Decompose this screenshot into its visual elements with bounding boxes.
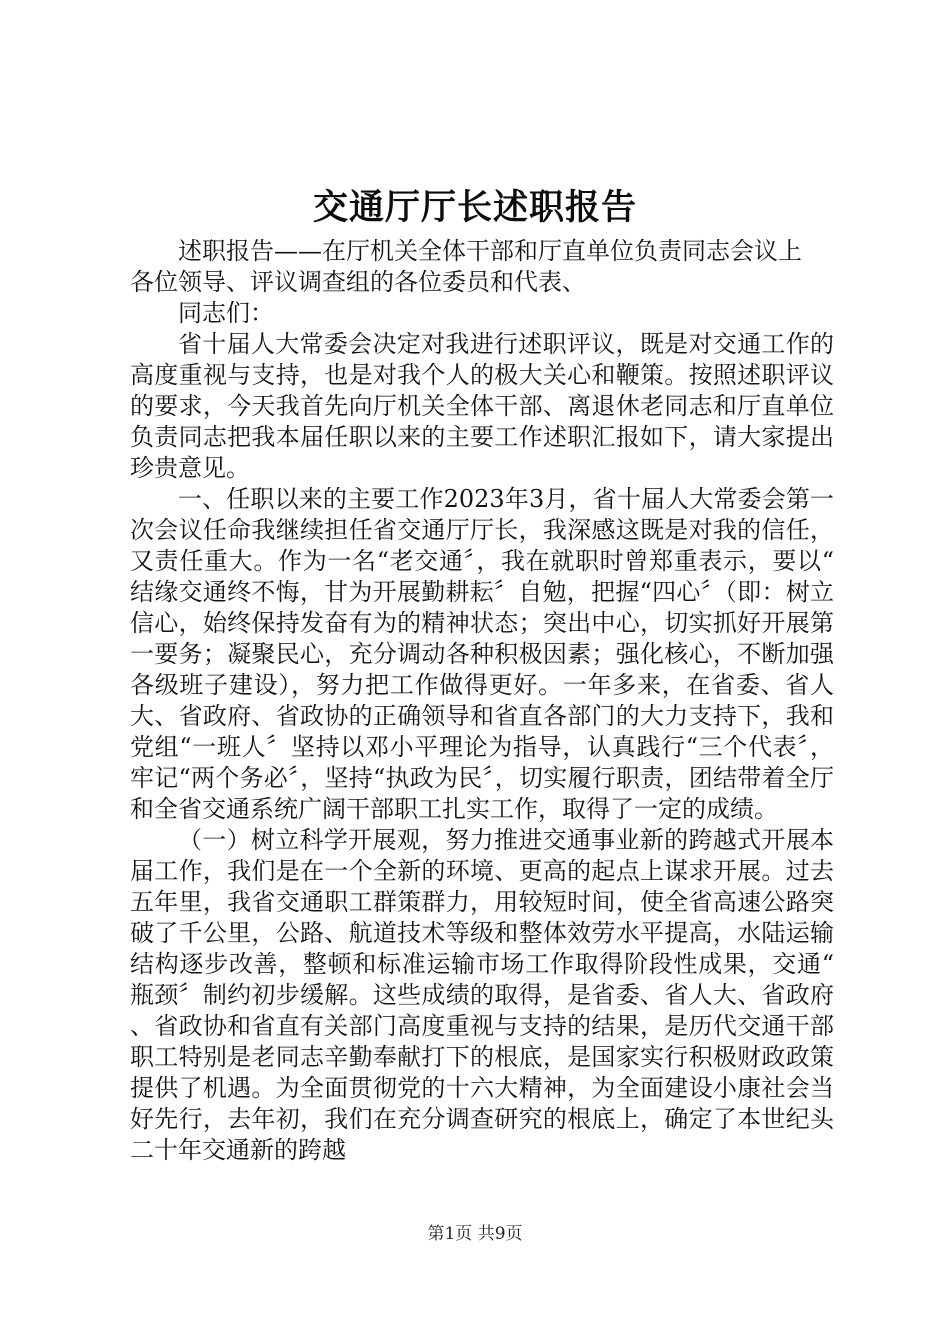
paragraph-introduction: 省十届人大常委会决定对我进行述职评议，既是对交通工作的高度重视与支持，也是对我个人的极大关心和鞭策。按照述职评议的要求，今天我首先向厅机关全体干部、离退休老同志和厅直单位负责同志把我本届任职以来的主要工作述职汇报如下，请大家提出珍贵意见。 [130,330,834,482]
page-number-footer: 第1页 共9页 [427,1224,523,1244]
paragraph-salutation-leaders: 各位领导、评议调查组的各位委员和代表、 [130,268,586,296]
paragraph-main-work: 一、任职以来的主要工作2023年3月，省十届人大常委会第一次会议任命我继续担任省交通厅厅长，我深感这既是对我的信任，又责任重大。作为一名“老交通〞，我在就职时曾郑重表示，要以“结缘交通终不悔，甘为开展勤耕耘〞自勉，把握“四心〞（即：树立信心，始终保持发奋有为的精神状态；突出中心，切实抓好开展第一要务；凝聚民心，充分调动各种积极因素；强化核心，不断加强各级班子建设），努力把工作做得更好。一年多来，在省委、省人大、省政府、省政协的正确领导和省直各部门的大力支持下，我和党组“一班人〞坚持以邓小平理论为指导，认真践行“三个代表〞，牢记“两个务必〞，坚持“执政为民〞，切实履行职责，团结带着全厅和全省交通系统广阔干部职工扎实工作，取得了一定的成绩。 [130,485,834,823]
document-title: 交通厅厅长述职报告 [312,187,637,228]
paragraph-heading-line: 述职报告——在厅机关全体干部和厅直单位负责同志会议上 [178,237,802,265]
paragraph-section-one: （一）树立科学开展观，努力推进交通事业新的跨越式开展本届工作，我们是在一个全新的环境、更高的起点上谋求开展。过去五年里，我省交通职工群策群力，用较短时间，使全省高速公路突破了千公里，公路、航道技术等级和整体效劳水平提高，水陆运输结构逐步改善，整顿和标准运输市场工作取得阶段性成果，交通“瓶颈〞制约初步缓解。这些成绩的取得，是省委、省人大、省政府、省政协和省直有关部门高度重视与支持的结果，是历代交通干部职工特别是老同志辛勤奉献打下的根底，是国家实行积极财政政策提供了机遇。为全面贯彻党的十六大精神，为全面建设小康社会当好先行，去年初，我们在充分调查研究的根底上，确定了本世纪头二十年交通新的跨越 [130,826,834,1164]
document-body [130,236,834,1166]
paragraph-salutation-comrades: 同志们： [178,299,274,327]
